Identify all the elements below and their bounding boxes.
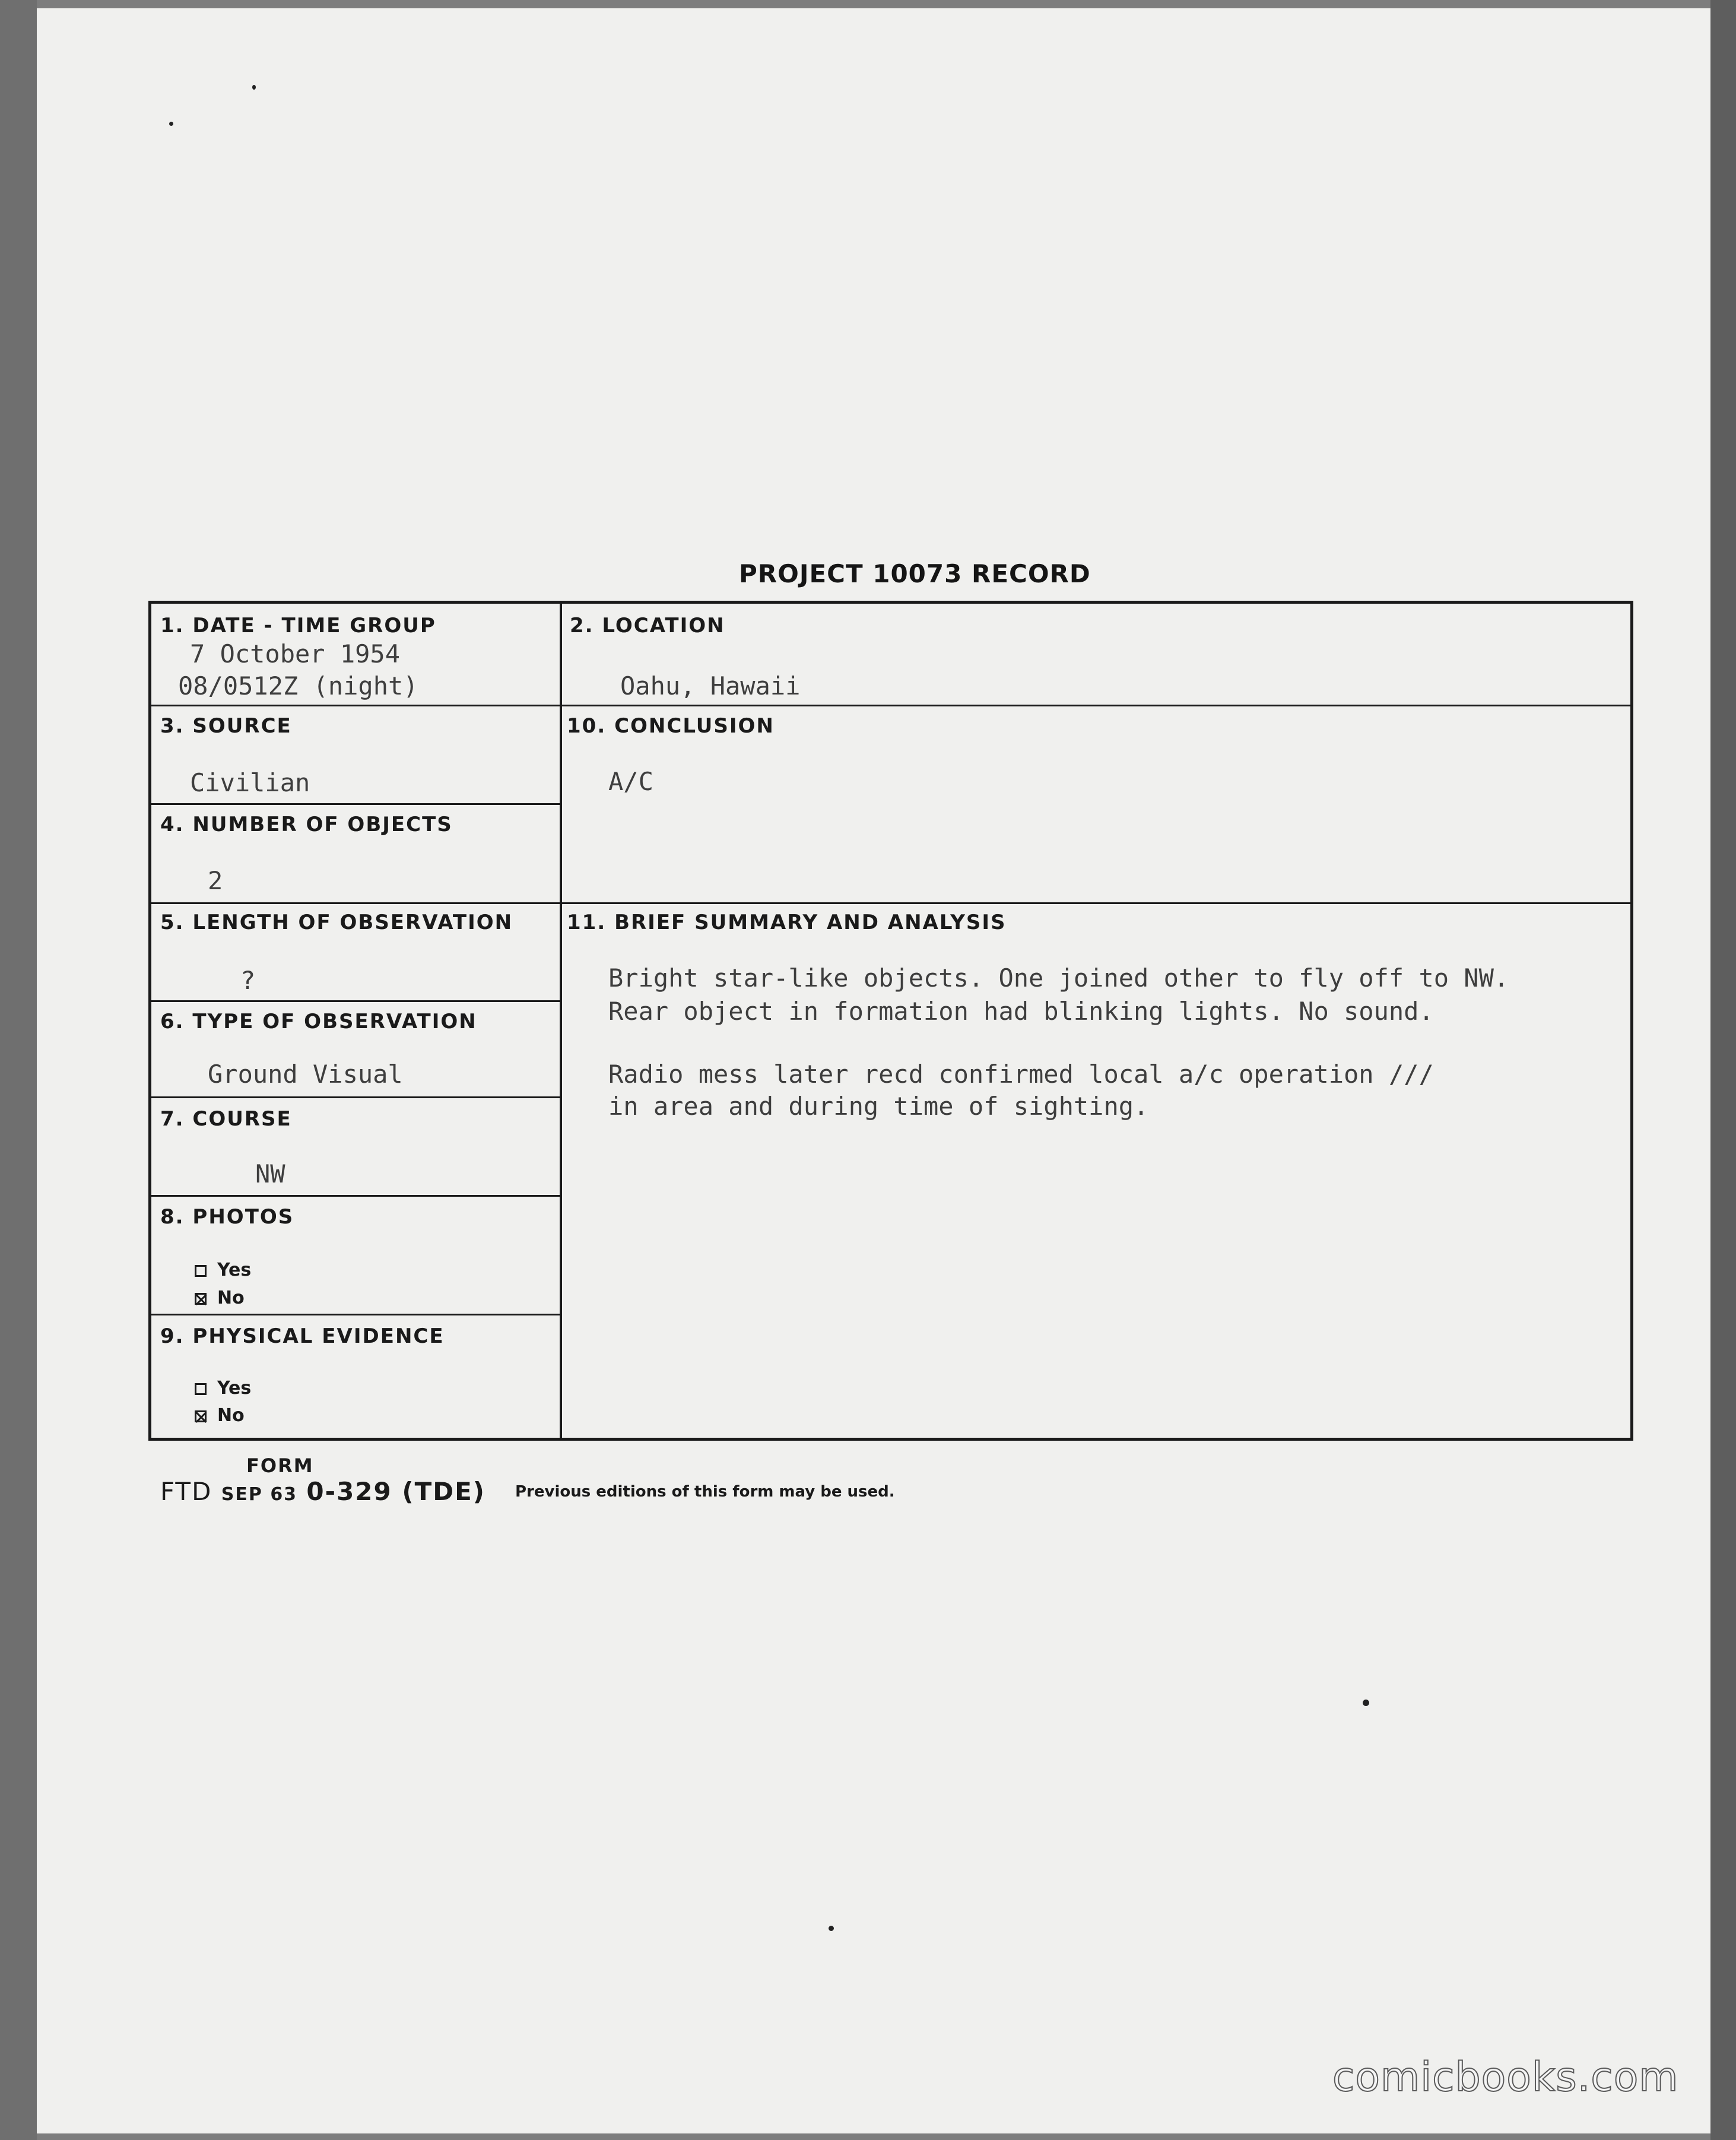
photos-yes-option: [195, 1260, 251, 1280]
footer-note: Previous editions of this form may be used.: [515, 1483, 895, 1501]
dust-speck: [1363, 1700, 1369, 1706]
photos-no-label: No: [217, 1288, 245, 1308]
physical-evidence-no-label: No: [217, 1405, 245, 1426]
length-of-observation-value: ?: [240, 966, 256, 995]
row-divider: [151, 705, 1630, 706]
row-divider: [151, 1096, 560, 1098]
summary-label: 11. BRIEF SUMMARY AND ANALYSIS: [567, 911, 1007, 934]
checkbox-empty-icon: [195, 1265, 207, 1277]
type-of-observation-value: Ground Visual: [208, 1060, 403, 1089]
number-of-objects-value: 2: [208, 866, 223, 895]
course-value: NW: [255, 1159, 285, 1188]
row-divider: [151, 1000, 560, 1002]
footer-date: SEP 63: [221, 1484, 298, 1505]
row-divider: [151, 1314, 560, 1315]
physical-evidence-no-option: [195, 1405, 245, 1426]
source-value: Civilian: [190, 768, 310, 797]
checkbox-checked-icon: [195, 1410, 207, 1422]
footer-form-word: FORM: [246, 1454, 314, 1477]
checkbox-checked-icon: [195, 1293, 207, 1305]
summary-line-4: in area and during time of sighting.: [608, 1092, 1149, 1121]
row-divider: [151, 803, 560, 805]
number-of-objects-label: 4. NUMBER OF OBJECTS: [160, 813, 453, 836]
type-of-observation-label: 6. TYPE OF OBSERVATION: [160, 1010, 477, 1033]
physical-evidence-yes-label: Yes: [217, 1378, 252, 1399]
location-value: Oahu, Hawaii: [620, 671, 801, 700]
dust-speck: [829, 1926, 834, 1931]
conclusion-value: A/C: [608, 767, 653, 796]
footer-ftd: FTD: [160, 1477, 212, 1506]
footer-number: 0-329 (TDE): [306, 1477, 485, 1506]
footer-form-id: [160, 1477, 485, 1506]
photos-label: 8. PHOTOS: [160, 1205, 294, 1229]
conclusion-label: 10. CONCLUSION: [567, 714, 775, 738]
photos-no-option: [195, 1288, 245, 1308]
summary-line-2: Rear object in formation had blinking lights. No sound.: [608, 997, 1434, 1026]
summary-line-1: Bright star-like objects. One joined other to fly off to NW.: [608, 963, 1509, 993]
date-time-group-label: 1. DATE - TIME GROUP: [160, 614, 436, 638]
checkbox-empty-icon: [195, 1383, 207, 1395]
source-label: 3. SOURCE: [160, 714, 292, 738]
record-form: [148, 601, 1633, 1441]
location-label: 2. LOCATION: [570, 614, 725, 638]
scan-right-edge: [1710, 0, 1736, 2140]
form-title: PROJECT 10073 RECORD: [739, 559, 1091, 588]
course-label: 7. COURSE: [160, 1107, 292, 1131]
summary-line-3: Radio mess later recd confirmed local a/c operation ///: [608, 1060, 1434, 1089]
row-divider: [151, 1195, 560, 1197]
physical-evidence-yes-option: [195, 1378, 251, 1399]
watermark: comicbooks.com: [1332, 2054, 1679, 2101]
length-of-observation-label: 5. LENGTH OF OBSERVATION: [160, 911, 513, 934]
dust-speck: [169, 122, 173, 126]
row-divider: [151, 902, 1630, 904]
physical-evidence-label: 9. PHYSICAL EVIDENCE: [160, 1324, 445, 1348]
photos-yes-label: Yes: [217, 1260, 252, 1280]
scan-left-edge: [0, 0, 37, 2140]
dust-speck: [252, 85, 256, 90]
date-value: 7 October 1954: [190, 639, 401, 668]
time-value: 08/0512Z (night): [178, 671, 418, 700]
column-divider: [560, 604, 562, 1438]
